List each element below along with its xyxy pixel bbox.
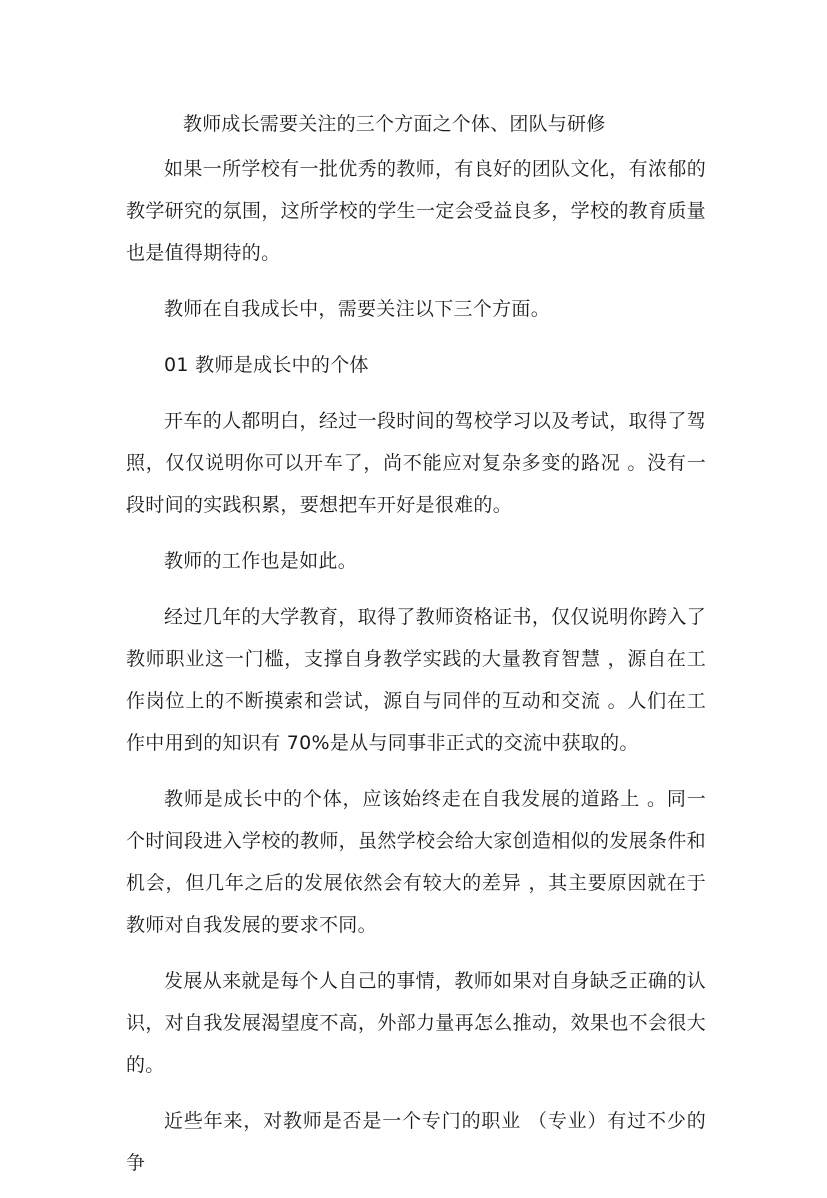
paragraph-intro: 如果一所学校有一批优秀的教师，有良好的团队文化，有浓郁的教学研究的氛围，这所学校的学生一定会受益良多，学校的教育质量也是值得期待的。 <box>126 158 706 264</box>
paragraph-profession-debate: 近些年来，对教师是否是一个专门的职业 （专业）有过不少的争 <box>126 1110 706 1174</box>
paragraph-driving-analogy: 开车的人都明白，经过一段时间的驾校学习以及考试，取得了驾照，仅仅说明你可以开车了，尚不能应对复杂多变的路况 。没有一段时间的实践积累，要想把车开好是很难的。 <box>126 410 706 516</box>
paragraph-teaching-same: 教师的工作也是如此。 <box>164 550 358 572</box>
section-heading-01: 01 教师是成长中的个体 <box>164 354 369 376</box>
paragraph-individual-growth: 教师是成长中的个体，应该始终走在自我发展的道路上 。同一个时间段进入学校的教师，虽然学校会给大家创造相似的发展条件和机会，但几年之后的发展依然会有较大的差异 ，其主要原因就在于教师对自我发展的要求不同。 <box>126 788 706 936</box>
paragraph-university-education: 经过几年的大学教育，取得了教师资格证书，仅仅说明你跨入了教师职业这一门槛，支撑自身教学实践的大量教育智慧 ，源自在工作岗位上的不断摸索和尝试，源自与同伴的互动和交流 。人们在工作中用到的知识有 70%是从与同事非正式的交流中获取的。 <box>126 606 706 754</box>
document-title: 教师成长需要关注的三个方面之个体、团队与研修 <box>183 113 606 135</box>
document-body <box>126 148 706 1198</box>
paragraph-three-aspects: 教师在自我成长中，需要关注以下三个方面。 <box>164 298 551 320</box>
paragraph-self-development: 发展从来就是每个人自己的事情，教师如果对自身缺乏正确的认识，对自我发展渴望度不高，外部力量再怎么推动，效果也不会很大的。 <box>126 970 706 1076</box>
